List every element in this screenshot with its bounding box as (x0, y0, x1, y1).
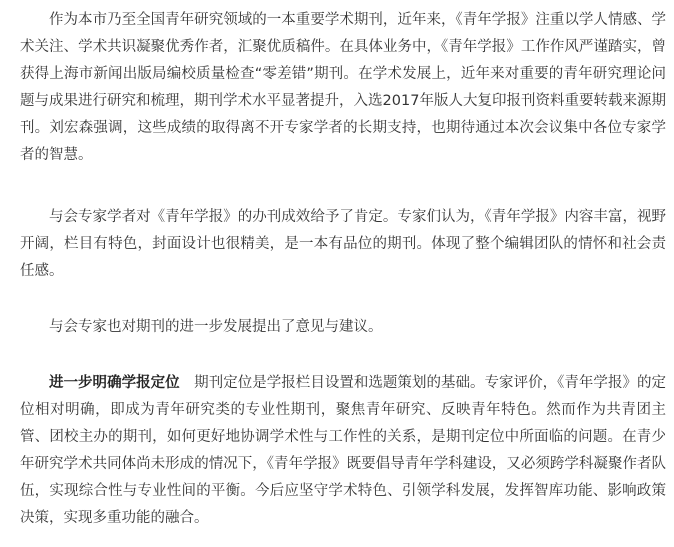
paragraph-1: 作为本市乃至全国青年研究领域的一本重要学术期刊，近年来，《青年学报》注重以学人情感、学术关注、学术共识凝聚优秀作者，汇聚优质稿件。在具体业务中，《青年学报》工作作风严谨踏实，曾获得上海市新闻出版局编校质量检查“零差错”期刊。在学术发展上，近年来对重要的青年研究理论问题与成果进行研究和梳理，期刊学术水平显著提升，入选2017年版人大复印报刊资料重要转载来源期刊。刘宏森强调，这些成绩的取得离不开专家学者的长期支持，也期待通过本次会议集中各位专家学者的智慧。 (20, 12, 666, 163)
paragraph-2: 与会专家学者对《青年学报》的办刊成效给予了肯定。专家们认为，《青年学报》内容丰富，视野开阔，栏目有特色，封面设计也很精美，是一本有品位的期刊。体现了整个编辑团队的情怀和社会责任感。 (20, 209, 666, 279)
paragraph-4-text: 期刊定位是学报栏目设置和选题策划的基础。专家评价，《青年学报》的定位相对明确，即成为青年研究类的专业性期刊，聚焦青年研究、反映青年特色。然而作为共青团主管、团校主办的期刊，如何更好地协调学术性与工作性的关系，是期刊定位中所面临的问题。在青少年研究学术共同体尚未形成的情况下，《青年学报》既要倡导青年学科建设，又必须跨学科凝聚作者队伍，实现综合性与专业性间的平衡。今后应坚守学术特色、引领学科发展，发挥智库功能、影响政策决策，实现多重功能的融合。 (20, 375, 667, 526)
section-heading: 进一步明确学报定位 (49, 375, 180, 391)
paragraph-3: 与会专家也对期刊的进一步发展提出了意见与建议。 (49, 319, 383, 335)
paragraph-4 (20, 370, 666, 532)
